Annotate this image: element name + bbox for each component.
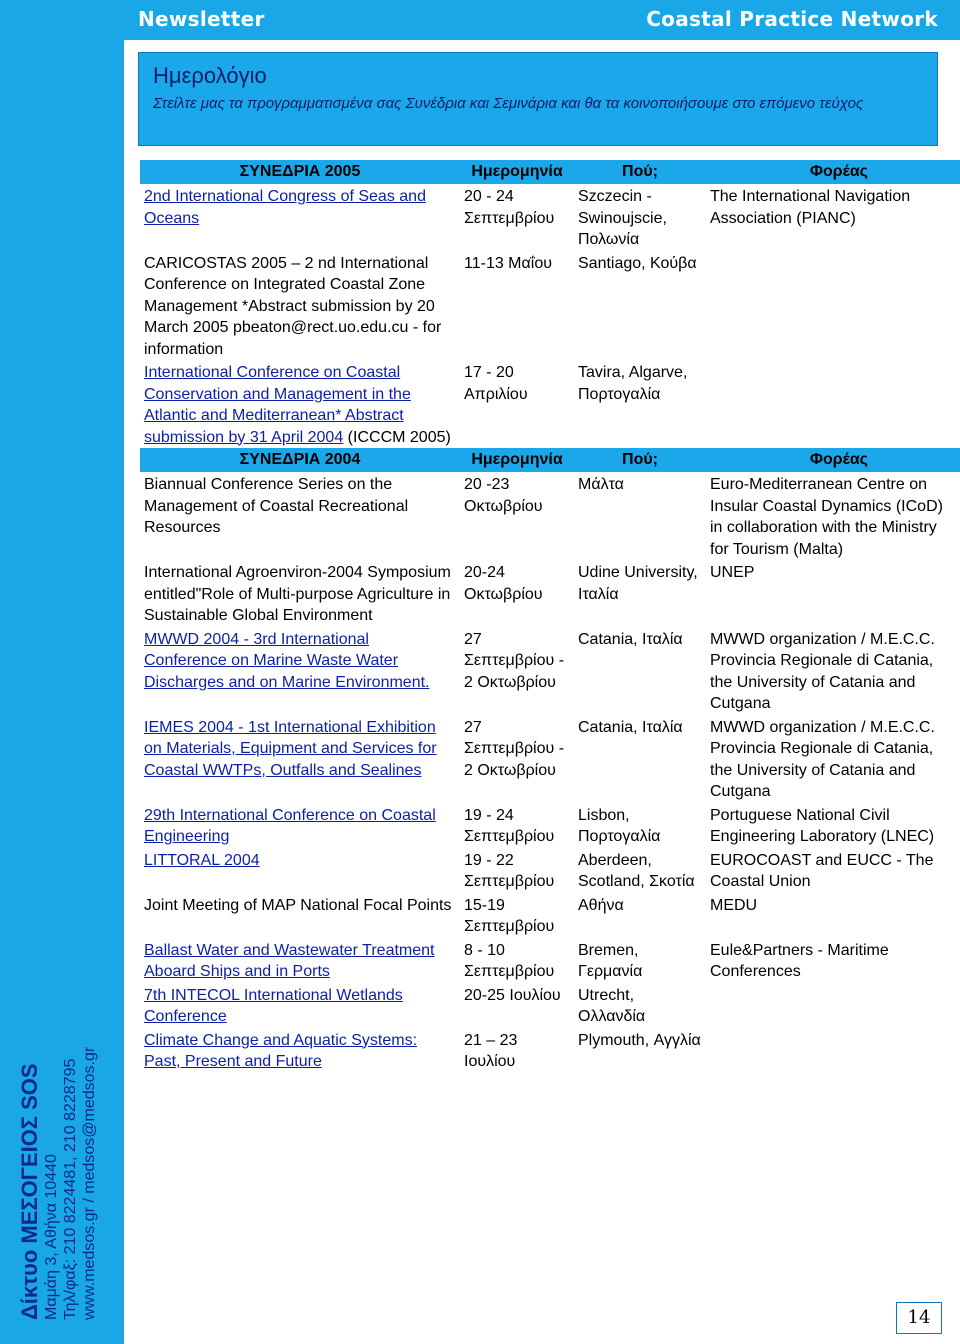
header-organizer: Φορέας [706, 160, 960, 184]
event-place: Plymouth, Αγγλία [578, 1031, 701, 1049]
event-link[interactable]: LITTORAL 2004 [144, 851, 260, 869]
header-bar [124, 0, 960, 40]
event-link[interactable]: International Conference on Coastal Conservation and Management in the Atlantic and Mediterranean* Abstract submission by 31 April 2004 [144, 364, 411, 446]
event-link[interactable]: Climate Change and Aquatic Systems: Past, Present and Future [144, 1031, 418, 1070]
page-number: 14 [896, 1302, 942, 1334]
table-row [140, 715, 960, 803]
event-link[interactable]: Ballast Water and Wastewater Treatment Aboard Ships and in Ports [144, 941, 435, 980]
event-date: 21 – 23 Ιουλίου [464, 1031, 518, 1070]
event-cell[interactable] [140, 983, 460, 1028]
event-place: Catania, Ιταλία [578, 630, 683, 648]
table-row [140, 803, 960, 848]
event-link[interactable]: MWWD 2004 - 3rd International Conference on Marine Waste Water Discharges and on Marine Environment. [144, 630, 430, 691]
event-organizer: MWWD organization / M.E.C.C. Provincia Regionale di Catania, the University of Catania and Cutgana [710, 630, 935, 712]
event-organizer: Eule&Partners - Maritime Conferences [710, 941, 889, 980]
event-link[interactable]: 7th INTECOL International Wetlands Conference [144, 986, 403, 1025]
calendar-title: Ημερολόγιο [153, 63, 267, 88]
event-link[interactable]: 29th International Conference on Coastal Engineering [144, 806, 436, 845]
event-date: 27 Σεπτεμβρίου - 2 Οκτωβρίου [464, 718, 565, 779]
org-name: Δίκτυο ΜΕΣΟΓΕΙΟΣ SOS [17, 1063, 42, 1320]
header-place: Πού; [574, 448, 706, 472]
event-place: Szczecin - Swinoujscie, Πολωνία [578, 188, 667, 248]
event-date: 27 Σεπτεμβρίου - 2 Οκτωβρίου [464, 630, 565, 691]
event-cell[interactable] [140, 1028, 460, 1073]
table-row [140, 360, 960, 448]
event-cell[interactable] [140, 184, 460, 251]
calendar-subtitle: Στείλτε μας τα προγραμματισμένα σας Συνέδρια και Σεμινάρια και θα τα κοινοποιήσουμε στο επόμενο τεύχος [153, 95, 864, 112]
header-event: ΣΥΝΕΔΡΙΑ 2004 [140, 448, 460, 472]
header-newsletter: Newsletter [138, 7, 265, 31]
org-address: Μαμάη 3, Αθήνα 10440 [43, 1154, 60, 1320]
event-place: Lisbon, Πορτογαλία [578, 806, 661, 845]
event-link[interactable]: 2nd International Congress of Seas and Oceans [144, 188, 426, 227]
event-date: 11-13 Μαΐου [464, 254, 552, 272]
event-place: Μάλτα [578, 476, 624, 493]
event-date: 20 - 24 Σεπτεμβρίου [464, 188, 555, 227]
events-table [140, 160, 960, 1073]
event-place: Aberdeen, Scotland, Σκοτία [578, 851, 695, 890]
table-row [140, 983, 960, 1028]
event-organizer [706, 1028, 960, 1073]
calendar-notice [138, 52, 938, 146]
event-date: 19 - 24 Σεπτεμβρίου [464, 806, 555, 845]
table-row [140, 560, 960, 627]
table-row [140, 1028, 960, 1073]
table-row [140, 938, 960, 983]
event-place: Bremen, Γερμανία [578, 941, 643, 980]
event-organizer: Portuguese National Civil Engineering Laboratory (LNEC) [710, 806, 935, 845]
event-organizer: The International Navigation Association (PIANC) [710, 188, 911, 227]
event-organizer: EUROCOAST and EUCC - The Coastal Union [710, 851, 934, 890]
event-cell[interactable] [140, 803, 460, 848]
header-organizer: Φορέας [706, 448, 960, 472]
event-date: 20-24 Οκτωβρίου [464, 564, 543, 603]
table-row [140, 848, 960, 893]
event-place: Udine University, Ιταλία [578, 564, 698, 603]
event-organizer [706, 983, 960, 1028]
header-network: Coastal Practice Network [646, 7, 938, 31]
event-cell: Biannual Conference Series on the Management of Coastal Recreational Resources [144, 476, 409, 536]
section-header [140, 160, 960, 184]
event-cell[interactable] [140, 848, 460, 893]
event-organizer: Euro-Mediterranean Centre on Insular Coastal Dynamics (ICoD) in collaboration with the Ministry for Tourism (Malta) [710, 476, 943, 558]
event-date: 15-19 Σεπτεμβρίου [464, 896, 555, 935]
table-row [140, 627, 960, 715]
header-date: Ημερομηνία [460, 448, 574, 472]
section-header [140, 448, 960, 472]
event-organizer [706, 360, 960, 448]
event-date: 20-25 Ιουλίου [464, 986, 561, 1004]
event-cell[interactable] [140, 938, 460, 983]
event-place: Utrecht, Ολλανδία [578, 986, 646, 1025]
header-event: ΣΥΝΕΔΡΙΑ 2005 [140, 160, 460, 184]
sidebar-contact [18, 500, 99, 1320]
event-date: 19 - 22 Σεπτεμβρίου [464, 851, 555, 890]
event-date: 17 - 20 Απριλίου [464, 364, 528, 403]
event-date: 8 - 10 Σεπτεμβρίου [464, 941, 555, 980]
table-row [140, 184, 960, 251]
event-link[interactable]: IEMES 2004 - 1st International Exhibition on Materials, Equipment and Services for Coastal WWTPs, Outfalls and Sealines [144, 718, 437, 779]
table-row [140, 251, 960, 361]
event-cell[interactable]: International Conference on Coastal Conservation and Management in the Atlantic and Mediterranean* Abstract submission by 31 April 2004 (ICCCM 2005) [144, 364, 451, 446]
event-place: Catania, Ιταλία [578, 718, 683, 736]
event-cell[interactable] [140, 627, 460, 715]
event-place: Tavira, Algarve, Πορτογαλία [578, 364, 688, 403]
table-row [140, 472, 960, 560]
event-cell[interactable] [140, 715, 460, 803]
org-phone: Τηλ/φαξ: 210 8224481, 210 8228795 [62, 1058, 79, 1320]
event-organizer: MEDU [710, 896, 758, 914]
event-organizer: MWWD organization / M.E.C.C. Provincia Regionale di Catania, the University of Catania and Cutgana [710, 718, 935, 800]
event-cell: Joint Meeting of MAP National Focal Points [144, 896, 452, 914]
header-date: Ημερομηνία [460, 160, 574, 184]
event-place: Santiago, Κούβα [578, 254, 697, 272]
sidebar-strip [0, 0, 124, 1344]
event-organizer: UNEP [710, 564, 755, 581]
event-cell: CARICOSTAS 2005 – 2 nd International Conference on Integrated Coastal Zone Management *Abstract submission by 20 March 2005 pbeaton@rect.uo.edu.cu - for information [144, 254, 442, 358]
org-web-email: www.medsos.gr / medsos@medsos.gr [81, 1046, 98, 1320]
header-place: Πού; [574, 160, 706, 184]
event-cell: International Agroenviron-2004 Symposium entitled"Role of Multi-purpose Agriculture in Sustainable Global Environment [144, 564, 451, 624]
event-place: Αθήνα [578, 896, 624, 914]
table-row [140, 893, 960, 938]
event-date: 20 -23 Οκτωβρίου [464, 476, 543, 515]
event-organizer [706, 251, 960, 361]
